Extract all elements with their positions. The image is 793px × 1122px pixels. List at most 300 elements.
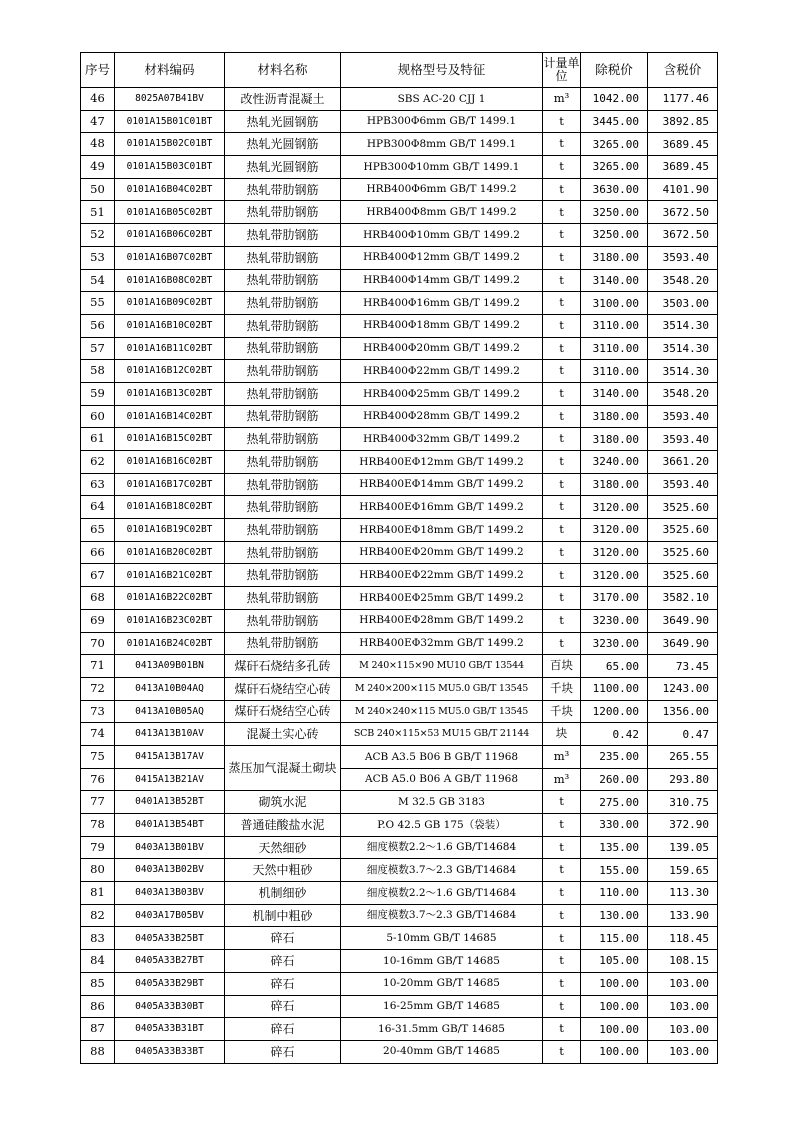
cell-spec: HRB400Φ8mm GB/T 1499.2 xyxy=(341,201,543,224)
cell-unit: t xyxy=(543,859,581,882)
cell-material-code: 0101A16B13C02BT xyxy=(115,382,225,405)
cell-price-ex-tax: 3180.00 xyxy=(581,405,648,428)
cell-material-code: 0101A16B23C02BT xyxy=(115,609,225,632)
cell-seq: 59 xyxy=(81,382,115,405)
cell-material-name: 混凝土实心砖 xyxy=(225,723,341,746)
cell-material-code: 0101A15B02C01BT xyxy=(115,133,225,156)
cell-unit: t xyxy=(543,791,581,814)
cell-spec: HRB400Φ6mm GB/T 1499.2 xyxy=(341,178,543,201)
cell-spec: M 240×115×90 MU10 GB/T 13544 xyxy=(341,655,543,678)
cell-price-inc-tax: 3525.60 xyxy=(648,496,718,519)
cell-seq: 71 xyxy=(81,655,115,678)
cell-price-inc-tax: 3548.20 xyxy=(648,269,718,292)
cell-material-name: 机制中粗砂 xyxy=(225,904,341,927)
cell-material-code: 0101A16B15C02BT xyxy=(115,428,225,451)
cell-seq: 70 xyxy=(81,632,115,655)
cell-material-name: 热轧带肋钢筋 xyxy=(225,405,341,428)
table-row xyxy=(81,632,718,655)
cell-seq: 72 xyxy=(81,677,115,700)
cell-spec: HRB400Φ25mm GB/T 1499.2 xyxy=(341,382,543,405)
cell-material-name: 热轧带肋钢筋 xyxy=(225,451,341,474)
table-row xyxy=(81,882,718,905)
table-row xyxy=(81,587,718,610)
cell-price-ex-tax: 3250.00 xyxy=(581,224,648,247)
cell-material-code: 0101A16B07C02BT xyxy=(115,246,225,269)
cell-price-inc-tax: 103.00 xyxy=(648,1040,718,1063)
cell-spec: HRB400Φ20mm GB/T 1499.2 xyxy=(341,337,543,360)
cell-spec: 10-16mm GB/T 14685 xyxy=(341,950,543,973)
cell-price-ex-tax: 260.00 xyxy=(581,768,648,791)
header-price-ex-tax: 除税价 xyxy=(581,53,648,88)
cell-price-ex-tax: 3120.00 xyxy=(581,564,648,587)
cell-seq: 81 xyxy=(81,882,115,905)
table-row xyxy=(81,292,718,315)
cell-unit: 千块 xyxy=(543,677,581,700)
cell-seq: 68 xyxy=(81,587,115,610)
cell-spec: M 32.5 GB 3183 xyxy=(341,791,543,814)
cell-seq: 66 xyxy=(81,541,115,564)
header-name: 材料名称 xyxy=(225,53,341,88)
table-row xyxy=(81,178,718,201)
cell-price-inc-tax: 3593.40 xyxy=(648,473,718,496)
cell-seq: 63 xyxy=(81,473,115,496)
cell-material-code: 0101A16B18C02BT xyxy=(115,496,225,519)
cell-material-name: 热轧带肋钢筋 xyxy=(225,587,341,610)
cell-price-ex-tax: 3110.00 xyxy=(581,337,648,360)
cell-material-name: 热轧带肋钢筋 xyxy=(225,337,341,360)
table-row xyxy=(81,1040,718,1063)
cell-seq: 65 xyxy=(81,519,115,542)
material-price-table xyxy=(80,52,718,1064)
cell-spec: HPB300Φ10mm GB/T 1499.1 xyxy=(341,156,543,179)
cell-material-name: 碎石 xyxy=(225,1018,341,1041)
cell-material-name: 热轧带肋钢筋 xyxy=(225,496,341,519)
table-row xyxy=(81,927,718,950)
cell-material-name: 热轧带肋钢筋 xyxy=(225,428,341,451)
cell-seq: 49 xyxy=(81,156,115,179)
cell-price-inc-tax: 3582.10 xyxy=(648,587,718,610)
cell-spec: HRB400Φ18mm GB/T 1499.2 xyxy=(341,314,543,337)
cell-spec: HRB400EΦ32mm GB/T 1499.2 xyxy=(341,632,543,655)
cell-material-code: 0401A13B52BT xyxy=(115,791,225,814)
cell-seq: 84 xyxy=(81,950,115,973)
cell-material-name: 热轧带肋钢筋 xyxy=(225,541,341,564)
cell-unit: m³ xyxy=(543,88,581,111)
cell-unit: t xyxy=(543,995,581,1018)
cell-price-ex-tax: 130.00 xyxy=(581,904,648,927)
cell-price-inc-tax: 108.15 xyxy=(648,950,718,973)
cell-price-ex-tax: 100.00 xyxy=(581,972,648,995)
cell-material-code: 0101A16B12C02BT xyxy=(115,360,225,383)
table-row xyxy=(81,405,718,428)
table-row xyxy=(81,541,718,564)
cell-material-name: 煤矸石烧结空心砖 xyxy=(225,700,341,723)
cell-spec: HPB300Φ8mm GB/T 1499.1 xyxy=(341,133,543,156)
cell-seq: 69 xyxy=(81,609,115,632)
cell-price-inc-tax: 3689.45 xyxy=(648,133,718,156)
table-row xyxy=(81,133,718,156)
cell-material-name: 热轧带肋钢筋 xyxy=(225,314,341,337)
cell-material-name: 热轧带肋钢筋 xyxy=(225,609,341,632)
cell-spec: P.O 42.5 GB 175（袋装） xyxy=(341,814,543,837)
cell-price-ex-tax: 3110.00 xyxy=(581,314,648,337)
cell-price-inc-tax: 1177.46 xyxy=(648,88,718,111)
cell-unit: t xyxy=(543,609,581,632)
cell-unit: t xyxy=(543,882,581,905)
cell-price-ex-tax: 3140.00 xyxy=(581,382,648,405)
cell-unit: m³ xyxy=(543,745,581,768)
cell-spec: 细度模数2.2～1.6 GB/T14684 xyxy=(341,882,543,905)
cell-material-code: 0405A33B29BT xyxy=(115,972,225,995)
cell-unit: t xyxy=(543,1018,581,1041)
cell-material-code: 0101A16B19C02BT xyxy=(115,519,225,542)
cell-price-inc-tax: 3514.30 xyxy=(648,314,718,337)
cell-material-code: 0101A16B24C02BT xyxy=(115,632,225,655)
cell-unit: t xyxy=(543,337,581,360)
cell-material-name: 机制细砂 xyxy=(225,882,341,905)
cell-material-name: 热轧带肋钢筋 xyxy=(225,246,341,269)
cell-price-ex-tax: 3120.00 xyxy=(581,496,648,519)
cell-spec: SCB 240×115×53 MU15 GB/T 21144 xyxy=(341,723,543,746)
cell-unit: t xyxy=(543,836,581,859)
cell-material-code: 0403A13B01BV xyxy=(115,836,225,859)
cell-price-ex-tax: 3265.00 xyxy=(581,133,648,156)
cell-price-inc-tax: 310.75 xyxy=(648,791,718,814)
cell-material-code: 8025A07B41BV xyxy=(115,88,225,111)
cell-seq: 86 xyxy=(81,995,115,1018)
cell-unit: t xyxy=(543,904,581,927)
cell-price-ex-tax: 3140.00 xyxy=(581,269,648,292)
cell-price-inc-tax: 118.45 xyxy=(648,927,718,950)
cell-unit: t xyxy=(543,927,581,950)
cell-spec: HRB400Φ16mm GB/T 1499.2 xyxy=(341,292,543,315)
cell-price-inc-tax: 3593.40 xyxy=(648,405,718,428)
cell-spec: HRB400Φ14mm GB/T 1499.2 xyxy=(341,269,543,292)
table-row xyxy=(81,859,718,882)
cell-seq: 78 xyxy=(81,814,115,837)
table-row xyxy=(81,314,718,337)
cell-price-ex-tax: 3100.00 xyxy=(581,292,648,315)
table-row xyxy=(81,677,718,700)
cell-spec: 16-25mm GB/T 14685 xyxy=(341,995,543,1018)
cell-material-code: 0413A09B01BN xyxy=(115,655,225,678)
cell-material-name: 热轧带肋钢筋 xyxy=(225,473,341,496)
cell-unit: t xyxy=(543,473,581,496)
cell-material-name: 普通硅酸盐水泥 xyxy=(225,814,341,837)
cell-price-inc-tax: 3525.60 xyxy=(648,519,718,542)
cell-price-inc-tax: 113.30 xyxy=(648,882,718,905)
cell-unit: t xyxy=(543,360,581,383)
cell-price-inc-tax: 3525.60 xyxy=(648,564,718,587)
cell-unit: t xyxy=(543,246,581,269)
cell-material-code: 0405A33B31BT xyxy=(115,1018,225,1041)
header-spec: 规格型号及特征 xyxy=(341,53,543,88)
table-row xyxy=(81,224,718,247)
cell-unit: t xyxy=(543,314,581,337)
header-code: 材料编码 xyxy=(115,53,225,88)
cell-material-code: 0413A13B10AV xyxy=(115,723,225,746)
cell-material-name: 热轧带肋钢筋 xyxy=(225,269,341,292)
cell-material-name: 热轧带肋钢筋 xyxy=(225,519,341,542)
table-row xyxy=(81,836,718,859)
cell-seq: 56 xyxy=(81,314,115,337)
cell-price-ex-tax: 3240.00 xyxy=(581,451,648,474)
cell-seq: 58 xyxy=(81,360,115,383)
cell-material-code: 0101A16B08C02BT xyxy=(115,269,225,292)
cell-material-code: 0101A16B04C02BT xyxy=(115,178,225,201)
cell-price-ex-tax: 275.00 xyxy=(581,791,648,814)
cell-price-ex-tax: 3180.00 xyxy=(581,246,648,269)
cell-spec: HRB400EΦ28mm GB/T 1499.2 xyxy=(341,609,543,632)
cell-spec: M 240×240×115 MU5.0 GB/T 13545 xyxy=(341,700,543,723)
cell-seq: 46 xyxy=(81,88,115,111)
cell-unit: t xyxy=(543,428,581,451)
cell-seq: 73 xyxy=(81,700,115,723)
cell-unit: t xyxy=(543,292,581,315)
cell-price-inc-tax: 1243.00 xyxy=(648,677,718,700)
cell-seq: 88 xyxy=(81,1040,115,1063)
cell-spec: 10-20mm GB/T 14685 xyxy=(341,972,543,995)
cell-price-inc-tax: 293.80 xyxy=(648,768,718,791)
cell-material-code: 0101A15B03C01BT xyxy=(115,156,225,179)
cell-price-ex-tax: 1200.00 xyxy=(581,700,648,723)
cell-seq: 76 xyxy=(81,768,115,791)
cell-material-code: 0413A10B04AQ xyxy=(115,677,225,700)
cell-material-code: 0101A16B22C02BT xyxy=(115,587,225,610)
cell-material-name: 天然中粗砂 xyxy=(225,859,341,882)
cell-material-name: 热轧光圆钢筋 xyxy=(225,156,341,179)
cell-material-name: 热轧带肋钢筋 xyxy=(225,382,341,405)
cell-price-inc-tax: 103.00 xyxy=(648,995,718,1018)
table-row xyxy=(81,337,718,360)
cell-material-code: 0405A33B33BT xyxy=(115,1040,225,1063)
cell-price-ex-tax: 100.00 xyxy=(581,1040,648,1063)
cell-unit: t xyxy=(543,178,581,201)
table-row xyxy=(81,88,718,111)
table-row xyxy=(81,791,718,814)
table-row xyxy=(81,110,718,133)
table-row xyxy=(81,451,718,474)
cell-material-name: 碎石 xyxy=(225,927,341,950)
cell-price-ex-tax: 135.00 xyxy=(581,836,648,859)
cell-price-inc-tax: 3548.20 xyxy=(648,382,718,405)
cell-spec: HRB400EΦ22mm GB/T 1499.2 xyxy=(341,564,543,587)
cell-material-name: 热轧带肋钢筋 xyxy=(225,178,341,201)
cell-material-code: 0101A16B05C02BT xyxy=(115,201,225,224)
cell-spec: HRB400EΦ25mm GB/T 1499.2 xyxy=(341,587,543,610)
cell-spec: HRB400EΦ16mm GB/T 1499.2 xyxy=(341,496,543,519)
cell-material-code: 0405A33B27BT xyxy=(115,950,225,973)
cell-seq: 74 xyxy=(81,723,115,746)
table-row xyxy=(81,156,718,179)
cell-seq: 82 xyxy=(81,904,115,927)
table-row xyxy=(81,269,718,292)
table-row xyxy=(81,360,718,383)
cell-unit: t xyxy=(543,1040,581,1063)
cell-price-ex-tax: 100.00 xyxy=(581,995,648,1018)
cell-unit: t xyxy=(543,564,581,587)
cell-seq: 54 xyxy=(81,269,115,292)
cell-spec: HRB400Φ28mm GB/T 1499.2 xyxy=(341,405,543,428)
cell-unit: t xyxy=(543,156,581,179)
cell-price-ex-tax: 3180.00 xyxy=(581,473,648,496)
cell-seq: 64 xyxy=(81,496,115,519)
cell-unit: t xyxy=(543,133,581,156)
cell-spec: 细度模数2.2～1.6 GB/T14684 xyxy=(341,836,543,859)
table-row xyxy=(81,950,718,973)
cell-seq: 83 xyxy=(81,927,115,950)
cell-spec: ACB A5.0 B06 A GB/T 11968 xyxy=(341,768,543,791)
cell-price-ex-tax: 115.00 xyxy=(581,927,648,950)
table-row xyxy=(81,904,718,927)
cell-seq: 61 xyxy=(81,428,115,451)
cell-seq: 67 xyxy=(81,564,115,587)
cell-price-ex-tax: 3180.00 xyxy=(581,428,648,451)
cell-material-code: 0405A33B25BT xyxy=(115,927,225,950)
cell-seq: 47 xyxy=(81,110,115,133)
table-row xyxy=(81,723,718,746)
cell-unit: t xyxy=(543,587,581,610)
cell-material-code: 0403A17B05BV xyxy=(115,904,225,927)
cell-price-ex-tax: 3250.00 xyxy=(581,201,648,224)
cell-unit: t xyxy=(543,950,581,973)
cell-price-inc-tax: 139.05 xyxy=(648,836,718,859)
cell-price-inc-tax: 3649.90 xyxy=(648,609,718,632)
cell-seq: 51 xyxy=(81,201,115,224)
cell-seq: 85 xyxy=(81,972,115,995)
table-row xyxy=(81,519,718,542)
cell-price-inc-tax: 3514.30 xyxy=(648,360,718,383)
cell-material-code: 0101A16B14C02BT xyxy=(115,405,225,428)
cell-spec: HRB400EΦ20mm GB/T 1499.2 xyxy=(341,541,543,564)
cell-price-ex-tax: 235.00 xyxy=(581,745,648,768)
cell-seq: 87 xyxy=(81,1018,115,1041)
cell-spec: ACB A3.5 B06 B GB/T 11968 xyxy=(341,745,543,768)
table-row xyxy=(81,473,718,496)
cell-material-code: 0405A33B30BT xyxy=(115,995,225,1018)
cell-material-name: 砌筑水泥 xyxy=(225,791,341,814)
cell-material-name: 煤矸石烧结多孔砖 xyxy=(225,655,341,678)
cell-price-ex-tax: 3120.00 xyxy=(581,519,648,542)
cell-material-name: 天然细砂 xyxy=(225,836,341,859)
cell-unit: t xyxy=(543,541,581,564)
cell-material-name: 热轧带肋钢筋 xyxy=(225,564,341,587)
table-row xyxy=(81,972,718,995)
cell-unit: t xyxy=(543,110,581,133)
cell-price-inc-tax: 3503.00 xyxy=(648,292,718,315)
cell-price-ex-tax: 105.00 xyxy=(581,950,648,973)
header-price-inc-tax: 含税价 xyxy=(648,53,718,88)
table-row xyxy=(81,655,718,678)
cell-seq: 75 xyxy=(81,745,115,768)
cell-price-ex-tax: 3630.00 xyxy=(581,178,648,201)
cell-price-inc-tax: 265.55 xyxy=(648,745,718,768)
cell-material-name: 热轧带肋钢筋 xyxy=(225,224,341,247)
cell-price-ex-tax: 3120.00 xyxy=(581,541,648,564)
cell-price-inc-tax: 3672.50 xyxy=(648,201,718,224)
cell-spec: HRB400EΦ12mm GB/T 1499.2 xyxy=(341,451,543,474)
cell-unit: t xyxy=(543,382,581,405)
cell-material-code: 0101A16B21C02BT xyxy=(115,564,225,587)
table-row xyxy=(81,201,718,224)
cell-price-inc-tax: 3892.85 xyxy=(648,110,718,133)
cell-spec: 5-10mm GB/T 14685 xyxy=(341,927,543,950)
cell-seq: 77 xyxy=(81,791,115,814)
cell-price-ex-tax: 3230.00 xyxy=(581,609,648,632)
cell-price-inc-tax: 4101.90 xyxy=(648,178,718,201)
cell-material-name: 碎石 xyxy=(225,950,341,973)
cell-unit: t xyxy=(543,519,581,542)
table-row xyxy=(81,246,718,269)
table-row xyxy=(81,995,718,1018)
header-row xyxy=(81,53,718,88)
cell-seq: 80 xyxy=(81,859,115,882)
cell-material-code: 0415A13B17AV xyxy=(115,745,225,768)
cell-spec: HPB300Φ6mm GB/T 1499.1 xyxy=(341,110,543,133)
table-row xyxy=(81,496,718,519)
cell-price-ex-tax: 3445.00 xyxy=(581,110,648,133)
cell-price-ex-tax: 65.00 xyxy=(581,655,648,678)
cell-price-inc-tax: 3593.40 xyxy=(648,246,718,269)
cell-material-name: 蒸压加气混凝土砌块 xyxy=(225,745,341,790)
cell-price-ex-tax: 1100.00 xyxy=(581,677,648,700)
cell-spec: HRB400EΦ14mm GB/T 1499.2 xyxy=(341,473,543,496)
cell-price-ex-tax: 330.00 xyxy=(581,814,648,837)
cell-material-name: 热轧光圆钢筋 xyxy=(225,133,341,156)
cell-seq: 62 xyxy=(81,451,115,474)
cell-material-name: 热轧带肋钢筋 xyxy=(225,360,341,383)
cell-material-code: 0413A10B05AQ xyxy=(115,700,225,723)
cell-price-inc-tax: 3689.45 xyxy=(648,156,718,179)
cell-spec: 20-40mm GB/T 14685 xyxy=(341,1040,543,1063)
table-body xyxy=(81,88,718,1064)
cell-price-inc-tax: 3593.40 xyxy=(648,428,718,451)
header-seq: 序号 xyxy=(81,53,115,88)
cell-price-inc-tax: 159.65 xyxy=(648,859,718,882)
cell-seq: 52 xyxy=(81,224,115,247)
cell-spec: HRB400Φ12mm GB/T 1499.2 xyxy=(341,246,543,269)
cell-price-inc-tax: 3661.20 xyxy=(648,451,718,474)
cell-price-ex-tax: 110.00 xyxy=(581,882,648,905)
cell-price-inc-tax: 0.47 xyxy=(648,723,718,746)
cell-price-inc-tax: 3649.90 xyxy=(648,632,718,655)
cell-price-inc-tax: 103.00 xyxy=(648,972,718,995)
cell-price-ex-tax: 3110.00 xyxy=(581,360,648,383)
cell-seq: 57 xyxy=(81,337,115,360)
cell-spec: HRB400Φ10mm GB/T 1499.2 xyxy=(341,224,543,247)
cell-material-code: 0101A16B06C02BT xyxy=(115,224,225,247)
cell-spec: M 240×200×115 MU5.0 GB/T 13545 xyxy=(341,677,543,700)
cell-material-code: 0101A16B16C02BT xyxy=(115,451,225,474)
cell-seq: 55 xyxy=(81,292,115,315)
cell-material-code: 0101A15B01C01BT xyxy=(115,110,225,133)
table-row xyxy=(81,768,718,791)
cell-seq: 50 xyxy=(81,178,115,201)
table-row xyxy=(81,564,718,587)
cell-unit: t xyxy=(543,201,581,224)
cell-price-inc-tax: 3672.50 xyxy=(648,224,718,247)
cell-unit: t xyxy=(543,496,581,519)
cell-seq: 79 xyxy=(81,836,115,859)
cell-price-ex-tax: 0.42 xyxy=(581,723,648,746)
cell-spec: 细度模数3.7～2.3 GB/T14684 xyxy=(341,904,543,927)
cell-material-name: 碎石 xyxy=(225,1040,341,1063)
cell-price-ex-tax: 3170.00 xyxy=(581,587,648,610)
cell-price-ex-tax: 3265.00 xyxy=(581,156,648,179)
cell-price-inc-tax: 1356.00 xyxy=(648,700,718,723)
cell-price-ex-tax: 155.00 xyxy=(581,859,648,882)
cell-material-name: 碎石 xyxy=(225,972,341,995)
